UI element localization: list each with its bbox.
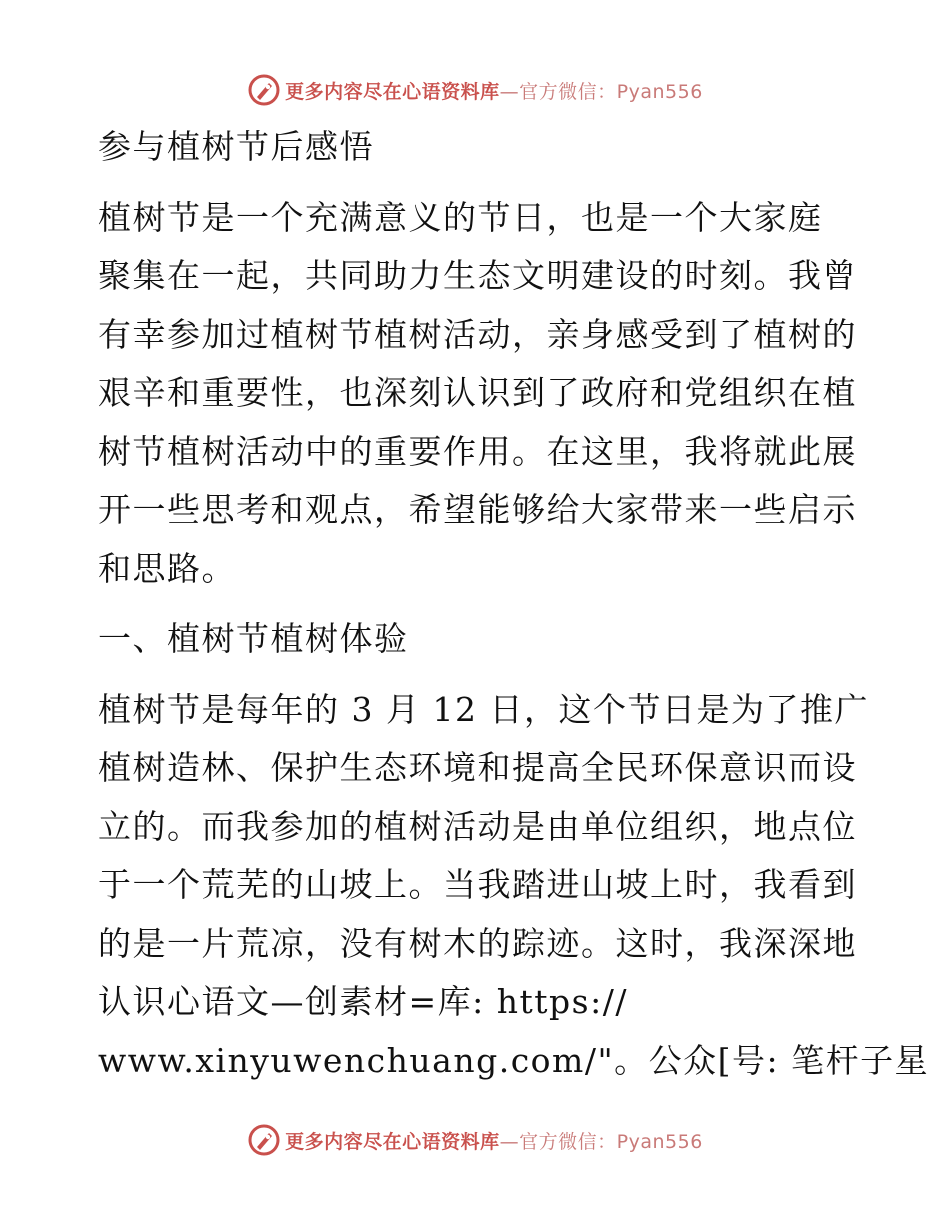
document-body (98, 118, 930, 1090)
paragraph-line: 有幸参加过植树节植树活动，亲身感受到了植树的 (98, 314, 857, 354)
document-title: 参与植树节后感悟 (98, 127, 374, 166)
paragraph-line: 聚集在一起，共同助力生态文明建设的时刻。我曾 (98, 256, 857, 295)
section1-paragraph (98, 681, 930, 1091)
paragraph-line: 开一些思考和观点，希望能够给大家带来一些启示 (98, 490, 857, 529)
fountain-pen-logo-icon (247, 1123, 281, 1157)
paragraph-line: 艰辛和重要性，也深刻认识到了政府和党组织在植 (98, 373, 857, 412)
paragraph-line: 植树节是每年的 3 月 12 日，这个节日是为了推广 (98, 689, 869, 729)
watermark-banner-bottom (0, 1120, 950, 1160)
paragraph-line: www.xinyuwenchuang.com/"。公众[号: 笔杆子星 (98, 1040, 930, 1080)
paragraph-line: 立的。而我参加的植树活动是由单位组织，地点位 (98, 806, 857, 846)
paragraph-line: 植树节是一个充满意义的节日，也是一个大家庭 (98, 197, 823, 237)
watermark-banner-top (0, 70, 950, 110)
fountain-pen-logo-icon (247, 73, 281, 107)
watermark-text: 更多内容尽在心语资料库—官方微信：Pyan556 (285, 1130, 703, 1153)
paragraph-line: 认识心语文—创素材=库: https:// (98, 982, 628, 1021)
paragraph-line: 于一个荒芜的山坡上。当我踏进山坡上时，我看到 (98, 865, 857, 904)
paragraph-line: 树节植树活动中的重要作用。在这里，我将就此展 (98, 431, 857, 471)
section-heading: 一、植树节植树体验 (98, 619, 409, 658)
watermark-text: 更多内容尽在心语资料库—官方微信：Pyan556 (285, 80, 703, 103)
intro-paragraph (98, 189, 858, 599)
paragraph-line: 植树造林、保护生态环境和提高全民环保意识而设 (98, 748, 857, 787)
paragraph-line: 的是一片荒凉，没有树木的踪迹。这时，我深深地 (98, 923, 857, 963)
paragraph-line: 和思路。 (98, 548, 236, 588)
